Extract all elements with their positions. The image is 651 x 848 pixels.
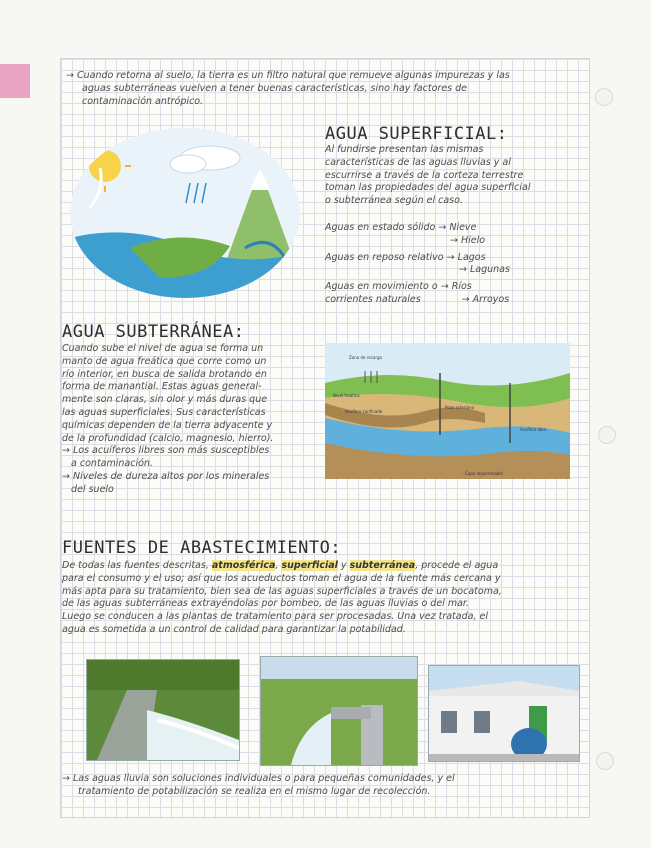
subterranea-line: Cuando sube el nivel de agua se forma un — [62, 343, 264, 354]
intro-paragraph — [66, 70, 586, 108]
intro-line: contaminación antrópico. — [82, 95, 204, 107]
superficial-line: o subterránea según el caso. — [325, 195, 463, 207]
list-item: → Lagunas — [459, 264, 510, 276]
superficial-line: características de las aguas lluvias y al — [325, 156, 511, 168]
superficial-paragraph — [325, 144, 595, 208]
intro-line: aguas subterráneas vuelven a tener buenas características, sino hay factores de — [82, 82, 467, 94]
aquifer-diagram — [325, 343, 570, 479]
subterranea-line: → Niveles de dureza altos por los minerales — [62, 470, 270, 482]
pumping-well-image — [261, 657, 417, 765]
intake-channel-photo — [86, 659, 240, 761]
diagram-label: Nivel freático — [333, 393, 360, 398]
subterranea-line: manto de agua freática que corre como un — [62, 355, 267, 367]
highlight-superficial: superficial — [281, 560, 338, 571]
binder-hole-bottom — [596, 752, 614, 770]
fuentes-line: para el consumo y el uso; así que los acueductos toman el agua de la fuente más cercana y — [62, 572, 501, 584]
water-cycle-drawing — [70, 128, 300, 298]
fuentes-line: agua es sometida a un control de calidad para garantizar la potabilidad. — [62, 623, 406, 635]
subterranea-line: → Los acuíferos libres son más susceptibles — [62, 445, 270, 457]
fuentes-title: FUENTES DE ABASTECIMIENTO: — [62, 538, 342, 558]
intake-channel-image — [87, 660, 239, 760]
superficial-line: Al fundirse presentan las mismas — [325, 144, 484, 155]
subterranea-line: del suelo — [62, 483, 114, 495]
superficial-title: AGUA SUPERFICIAL: — [325, 124, 508, 144]
superficial-list — [325, 222, 595, 307]
list-item: Aguas en movimiento o → Ríos — [325, 281, 472, 293]
fuentes-line: Luego se conducen a las plantas de tratamiento para ser procesadas. Una vez tratada, el — [62, 611, 488, 623]
fuentes-line: de las aguas subterráneas extrayéndolas por bombeo, de las aguas lluvias o del mar. — [62, 598, 469, 610]
outro-line: tratamiento de potabilización se realiza en el mismo lugar de recolección. — [78, 785, 431, 797]
list-item: Aguas en reposo relativo → Lagos — [325, 251, 486, 263]
subterranea-paragraph — [62, 343, 322, 497]
subterranea-line: las aguas superficiales. Sus características — [62, 406, 266, 418]
subterranea-line: río interior, en busca de salida brotando en — [62, 368, 267, 380]
diagram-label: Acuífero libre — [520, 427, 547, 432]
highlight-subterranea: subterránea — [349, 560, 416, 571]
list-item: corrientes naturales → Arroyos — [325, 293, 510, 305]
diagram-label: Capa impermeable — [465, 471, 504, 476]
subterranea-line: químicas dependen de la tierra adyacente y — [62, 419, 273, 431]
fuentes-line: De todas las fuentes descritas, atmosférica, superficial y subterránea, procede el agua — [62, 560, 499, 571]
fuentes-line: más apta para su tratamiento, bien sea de las aguas superficiales a través de un bocatoma, — [62, 585, 502, 597]
diagram-label: Pozo artesiano — [445, 405, 475, 410]
diagram-label: Acuífero confinado — [345, 409, 383, 414]
superficial-line: escurrirse a través de la corteza terrestre — [325, 169, 524, 181]
fuentes-paragraph — [62, 560, 582, 637]
page-tab-marker — [0, 64, 30, 98]
list-item: Aguas en estado sólido → Nieve — [325, 222, 477, 233]
treatment-plant-image — [429, 666, 579, 761]
subterranea-line: de la profundidad (calcio, magnesio, hierro). — [62, 432, 274, 444]
pumping-well-photo — [260, 656, 418, 766]
outro-paragraph — [62, 773, 582, 799]
subterranea-line: a contaminación. — [62, 458, 153, 470]
intro-line: → Cuando retorna al suelo, la tierra es un filtro natural que remueve algunas impurezas y las — [66, 70, 510, 81]
outro-line: → Las aguas lluvia son soluciones individuales o para pequeñas comunidades, y el — [62, 773, 455, 784]
superficial-line: toman las propiedades del agua superficial — [325, 182, 531, 194]
binder-hole-top — [595, 88, 613, 106]
subterranea-title: AGUA SUBTERRÁNEA: — [62, 322, 245, 342]
highlight-atmosferica: atmosférica — [211, 560, 276, 571]
diagram-label: Zona de recarga — [349, 355, 382, 360]
subterranea-line: mente son claras, sin olor y más duras que — [62, 394, 268, 406]
subterranea-line: forma de manantial. Estas aguas general- — [62, 381, 262, 393]
list-item: → Hielo — [450, 234, 486, 246]
water-cycle-illustration — [70, 128, 300, 298]
binder-hole-middle — [598, 426, 616, 444]
treatment-plant-photo — [428, 665, 580, 762]
